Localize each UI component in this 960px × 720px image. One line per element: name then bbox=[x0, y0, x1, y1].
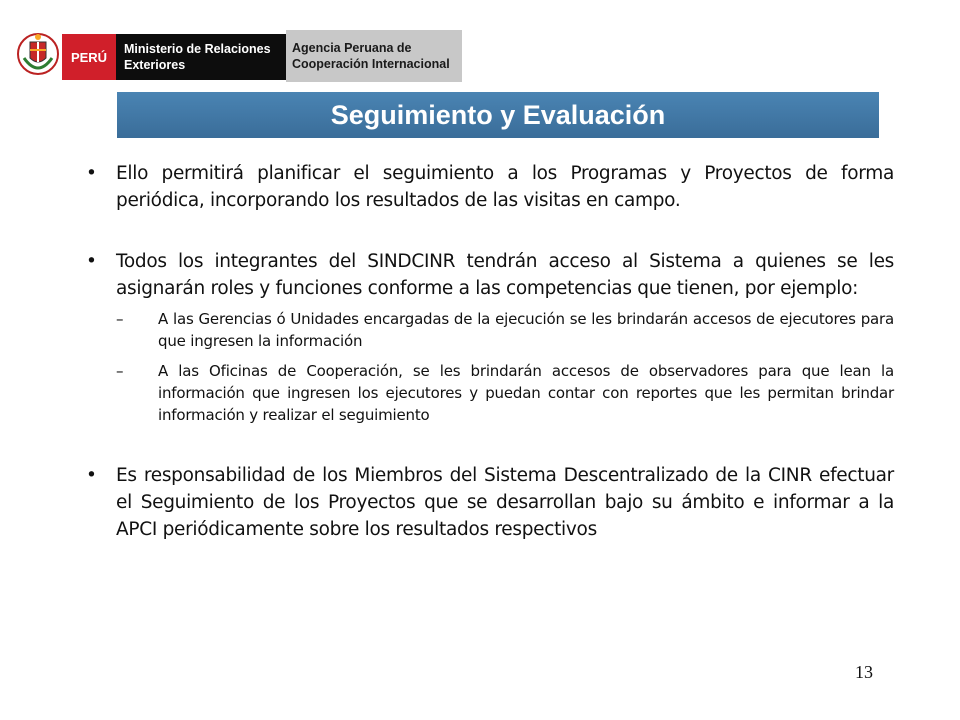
peru-label: PERÚ bbox=[62, 34, 116, 80]
bullet-item bbox=[86, 248, 894, 302]
ministry-label: Ministerio de Relaciones Exteriores bbox=[116, 34, 296, 80]
bullet-text: Es responsabilidad de los Miembros del Sistema Descentralizado de la CINR efectuar el Seguimiento de los Proyectos que se desarrollan bajo su ámbito e informar a la APCI periódicamente sobre los resultados respectivos bbox=[116, 465, 894, 540]
slide-content bbox=[86, 160, 894, 543]
page-number: 13 bbox=[855, 662, 873, 682]
sub-bullet-item bbox=[86, 308, 894, 352]
agency-label: Agencia Peruana de Cooperación Internacional bbox=[286, 30, 462, 82]
sub-bullet-text: A las Gerencias ó Unidades encargadas de la ejecución se les brindarán accesos de ejecutores para que ingresen la información bbox=[158, 310, 894, 350]
bullet-item bbox=[86, 160, 894, 214]
bullet-text: Ello permitirá planificar el seguimiento a los Programas y Proyectos de forma periódica, incorporando los resultados de las visitas en campo. bbox=[116, 163, 894, 211]
coat-of-arms-icon bbox=[14, 28, 62, 84]
bullet-symbol: • bbox=[86, 163, 97, 184]
dash-symbol: – bbox=[116, 362, 124, 380]
government-logo bbox=[14, 28, 464, 86]
sub-bullet-item bbox=[86, 360, 894, 426]
bullet-symbol: • bbox=[86, 251, 97, 272]
bullet-item bbox=[86, 462, 894, 543]
dash-symbol: – bbox=[116, 310, 124, 328]
bullet-text: Todos los integrantes del SINDCINR tendrán acceso al Sistema a quienes se les asignarán roles y funciones conforme a las competencias que tienen, por ejemplo: bbox=[116, 251, 894, 299]
bullet-symbol: • bbox=[86, 465, 97, 486]
slide-title: Seguimiento y Evaluación bbox=[117, 92, 879, 138]
sub-bullet-text: A las Oficinas de Cooperación, se les brindarán accesos de observadores para que lean la información que ingresen los ejecutores y puedan contar con reportes que les permitan brindar información y realizar el seguimiento bbox=[158, 362, 894, 424]
